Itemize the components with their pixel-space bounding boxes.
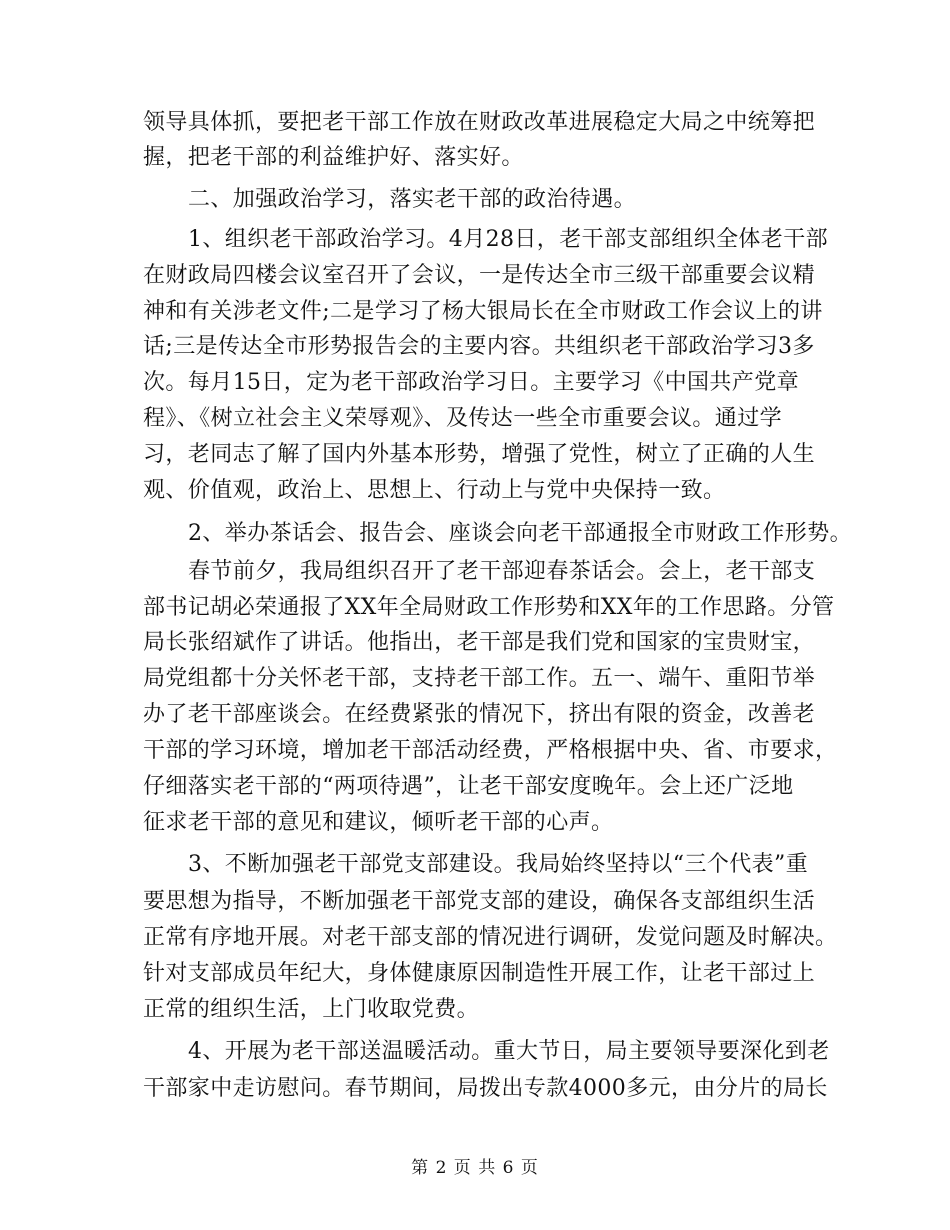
- text-line: 仔细落实老干部的“两项待遇”，让老干部安度晚年。会上还广泛地: [143, 774, 794, 799]
- text-line: 次。每月15日，定为老干部政治学习日。主要学习《中国共产党章: [143, 370, 799, 395]
- section-heading: 二、加强政治学习，落实老干部的政治待遇。: [188, 187, 637, 212]
- text-line: 正常的组织生活，上门收取党费。: [143, 997, 480, 1022]
- text-line: 局长张绍斌作了讲话。他指出，老干部是我们党和国家的宝贵财宝，: [143, 630, 816, 655]
- text-line: 局党组都十分关怀老干部，支持老干部工作。五一、端午、重阳节举: [143, 666, 816, 691]
- text-line: 习，老同志了解了国内外基本形势，增强了党性，树立了正确的人生: [143, 442, 816, 467]
- text-line: 观、价值观，政治上、思想上、行动上与党中央保持一致。: [143, 478, 726, 503]
- text-line: 干部的学习环境，增加老干部活动经费，严格根据中央、省、市要求，: [143, 738, 838, 763]
- text-line: 神和有关涉老文件;二是学习了杨大银局长在全市财政工作会议上的讲: [143, 299, 823, 324]
- paragraph-start: 1、组织老干部政治学习。4月28日，老干部支部组织全体老干部: [188, 227, 828, 252]
- text-line: 程》、《树立社会主义荣辱观》、及传达一些全市重要会议。通过学: [143, 406, 783, 431]
- text-line: 针对支部成员年纪大，身体健康原因制造性开展工作，让老干部过上: [143, 961, 816, 986]
- paragraph-start: 3、不断加强老干部党支部建设。我局始终坚持以“三个代表”重: [188, 852, 809, 877]
- paragraph-start: 4、开展为老干部送温暖活动。重大节日，局主要领导要深化到老: [188, 1039, 830, 1064]
- text-line: 在财政局四楼会议室召开了会议，一是传达全市三级干部重要会议精: [143, 263, 816, 288]
- paragraph-start: 2、举办茶话会、报告会、座谈会向老干部通报全市财政工作形势。: [188, 521, 852, 546]
- text-line: 话;三是传达全市形势报告会的主要内容。共组织老干部政治学习3多: [143, 334, 815, 359]
- text-line: 部书记胡必荣通报了XX年全局财政工作形势和XX年的工作思路。分管: [143, 595, 835, 620]
- text-line: 征求老干部的意见和建议，倾听老干部的心声。: [143, 810, 614, 835]
- text-line: 办了老干部座谈会。在经费紧张的情况下，挤出有限的资金，改善老: [143, 702, 816, 727]
- text-line: 正常有序地开展。对老干部支部的情况进行调研，发觉问题及时解决。: [143, 925, 838, 950]
- paragraph-start: 春节前夕，我局组织召开了老干部迎春茶话会。会上，老干部支: [188, 559, 816, 584]
- page-number-footer: 第 2 页 共 6 页: [411, 1158, 539, 1178]
- text-line: 干部家中走访慰问。春节期间，局拨出专款4000多元，由分片的局长: [143, 1076, 828, 1101]
- text-line: 要思想为指导，不断加强老干部党支部的建设，确保各支部组织生活: [143, 889, 816, 914]
- text-line: 握，把老干部的利益维护好、落实好。: [143, 145, 524, 170]
- text-line: 领导具体抓，要把老干部工作放在财政改革进展稳定大局之中统筹把: [143, 110, 816, 135]
